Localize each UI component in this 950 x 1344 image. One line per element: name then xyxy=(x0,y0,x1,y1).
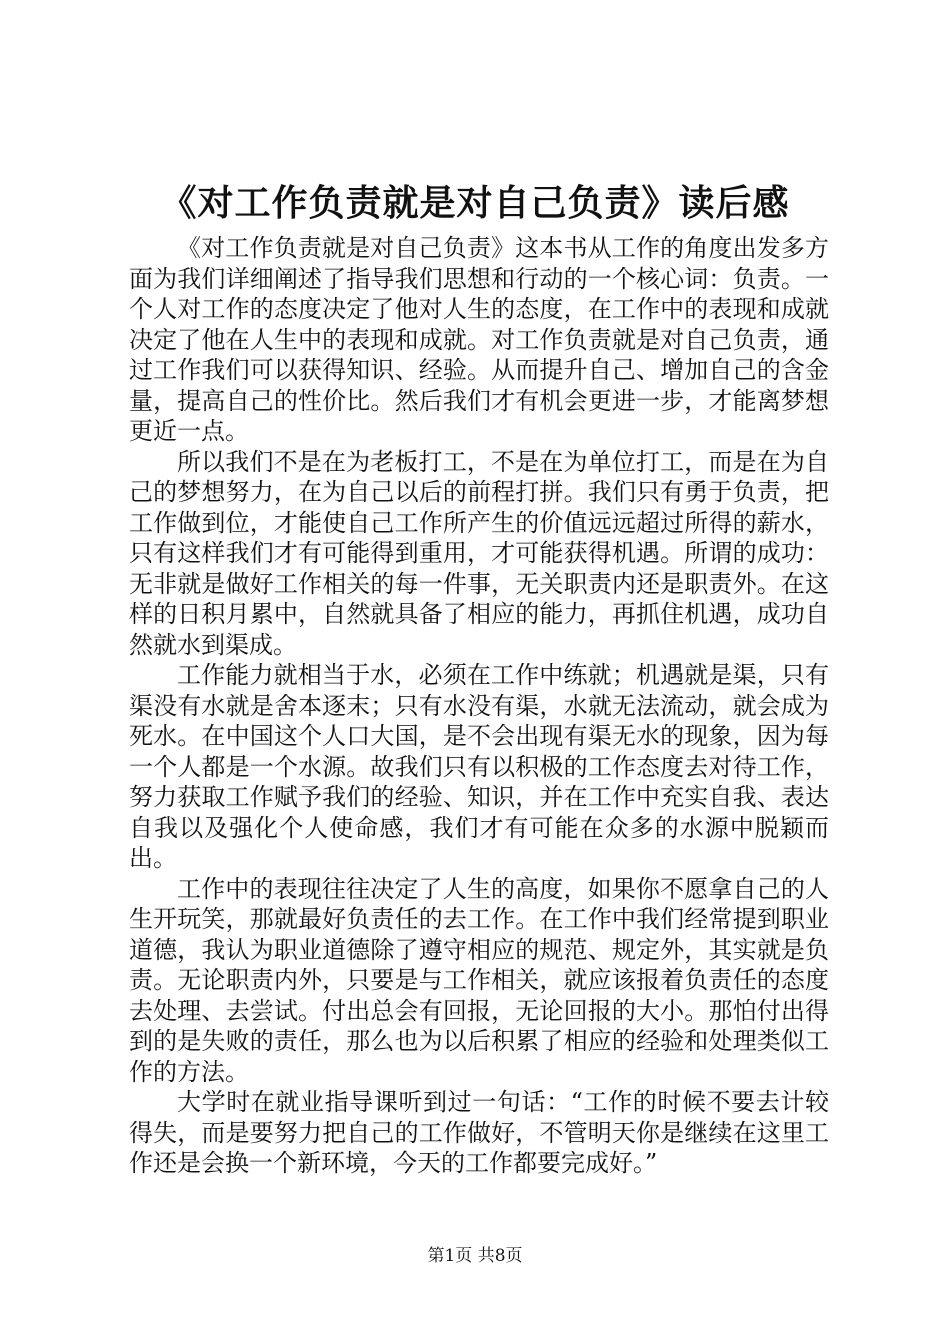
document-body xyxy=(129,233,829,1179)
page-number-footer: 第1页 共8页 xyxy=(427,1246,523,1266)
paragraph-2: 所以我们不是在为老板打工，不是在为单位打工，而是在为自己的梦想努力，在为自己以后的前程打拼。我们只有勇于负责，把工作做到位，才能使自己工作所产生的价值远远超过所得的薪水，只有这样我们才有可能得到重用，才可能获得机遇。所谓的成功：无非就是做好工作相关的每一件事，无关职责内还是职责外。在这样的日积月累中，自然就具备了相应的能力，再抓住机遇，成功自然就水到渠成。 xyxy=(129,447,829,659)
paragraph-5: 大学时在就业指导课听到过一句话：“工作的时候不要去计较得失，而是要努力把自己的工作做好，不管明天你是继续在这里工作还是会换一个新环境，今天的工作都要完成好。” xyxy=(129,1088,829,1177)
paragraph-1: 《对工作负责就是对自己负责》这本书从工作的角度出发多方面为我们详细阐述了指导我们思想和行动的一个核心词：负责。一个人对工作的态度决定了他对人生的态度，在工作中的表现和成就决定了他在人生中的表现和成就。对工作负责就是对自己负责，通过工作我们可以获得知识、经验。从而提升自己、增加自己的含金量，提高自己的性价比。然后我们才有机会更进一步，才能离梦想更近一点。 xyxy=(129,234,829,445)
paragraph-3: 工作能力就相当于水，必须在工作中练就；机遇就是渠，只有渠没有水就是舍本逐末；只有水没有渠，水就无法流动，就会成为死水。在中国这个人口大国，是不会出现有渠无水的现象，因为每一个人都是一个水源。故我们只有以积极的工作态度去对待工作，努力获取工作赋予我们的经验、知识，并在工作中充实自我、表达自我以及强化个人使命感，我们才有可能在众多的水源中脱颖而出。 xyxy=(129,661,829,872)
paragraph-4: 工作中的表现往往决定了人生的高度，如果你不愿拿自己的人生开玩笑，那就最好负责任的去工作。在工作中我们经常提到职业道德，我认为职业道德除了遵守相应的规范、规定外，其实就是负责。无论职责内外，只要是与工作相关，就应该报着负责任的态度去处理、去尝试。付出总会有回报，无论回报的大小。那怕付出得到的是失败的责任，那么也为以后积累了相应的经验和处理类似工作的方法。 xyxy=(129,874,829,1086)
document-title: 《对工作负责就是对自己负责》读后感 xyxy=(160,182,790,224)
